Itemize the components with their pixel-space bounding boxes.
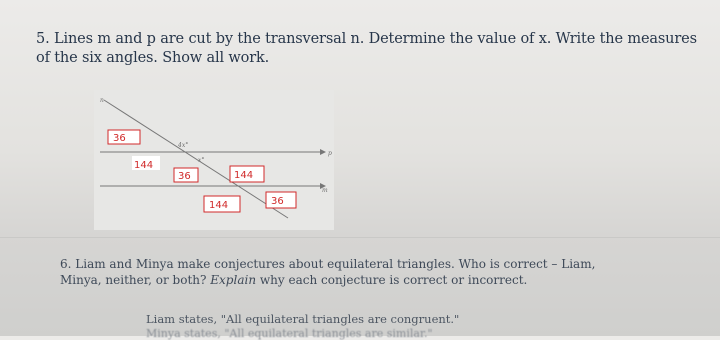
liam-statement: Liam states, "All equilateral triangles are congruent." (146, 312, 460, 326)
question-6 (60, 256, 700, 288)
label-n: n (100, 97, 104, 104)
answer-1: 36 (113, 133, 126, 144)
question-5-text-1: Lines m and p are cut by the transversal n. Determine the value of x. Write the measures (54, 31, 697, 47)
answer-4: 144 (234, 170, 254, 181)
question-6-explain: Explain (210, 273, 257, 287)
section-divider (0, 237, 720, 238)
answer-2: 144 (134, 160, 154, 171)
label-x: x° (198, 157, 205, 164)
arrow-p-icon (320, 149, 326, 155)
question-6-number: 6. (60, 257, 72, 271)
question-5 (36, 30, 716, 68)
question-6-text-1: Liam and Minya make conjectures about equilateral triangles. Who is correct – Liam, (75, 257, 596, 271)
question-6-line-2 (60, 272, 700, 288)
question-6-text-2b: why each conjecture is correct or incorrect. (259, 273, 528, 287)
question-5-line-2: of the six angles. Show all work. (36, 50, 270, 66)
transversal-diagram (94, 90, 334, 230)
label-m: m (322, 187, 328, 194)
label-p: p (328, 150, 332, 157)
transversal-figure (94, 90, 334, 230)
question-6-line-1 (60, 256, 700, 272)
label-4x: 4x° (178, 142, 189, 149)
answer-6: 36 (271, 196, 284, 207)
question-6-text-2a: Minya, neither, or both? (60, 273, 207, 287)
answer-3: 36 (178, 171, 191, 182)
answer-5: 144 (209, 200, 229, 211)
transversal-line-n (104, 100, 288, 218)
question-5-line-1 (36, 30, 716, 49)
question-5-number: 5. (36, 31, 50, 47)
minya-statement: Minya states, "All equilateral triangles are similar." (146, 327, 433, 340)
